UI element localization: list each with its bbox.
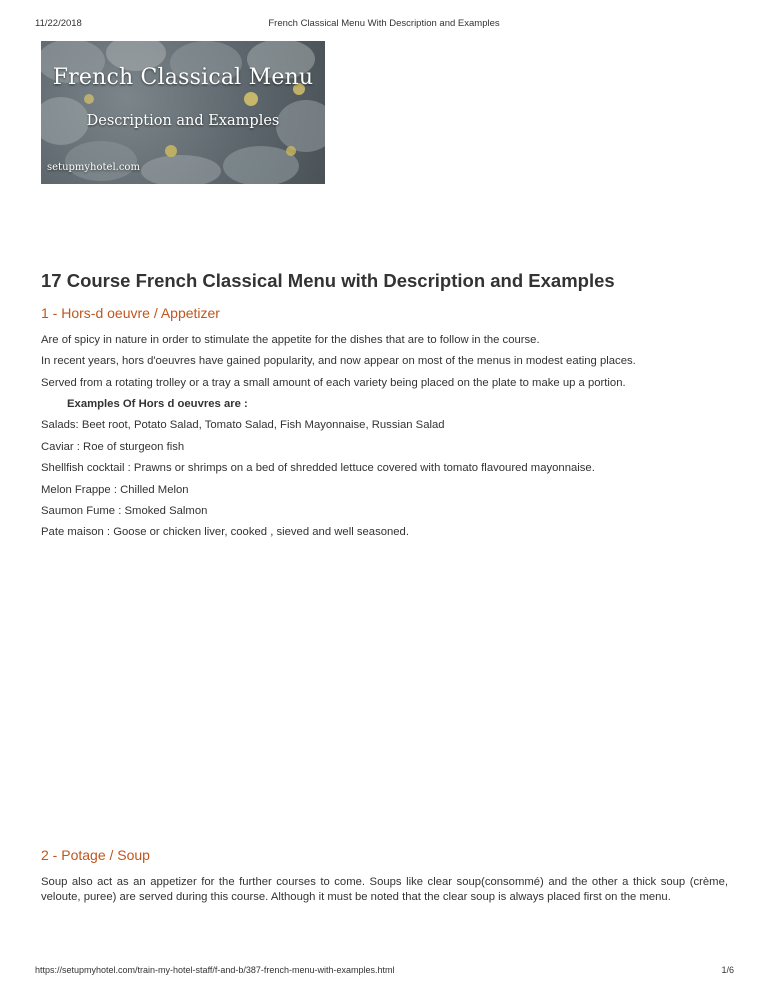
- print-source-url: https://setupmyhotel.com/train-my-hotel-staff/f-and-b/387-french-menu-with-examples.html: [35, 965, 395, 975]
- banner-site-watermark: setupmyhotel.com: [47, 162, 140, 173]
- example-item: Shellfish cocktail : Prawns or shrimps on a bed of shredded lettuce covered with tomato flavoured mayonnaise.: [41, 462, 595, 474]
- examples-heading: Examples Of Hors d oeuvres are :: [67, 398, 248, 410]
- example-item: Pate maison : Goose or chicken liver, cooked , sieved and well seasoned.: [41, 526, 409, 538]
- example-item: Salads: Beet root, Potato Salad, Tomato Salad, Fish Mayonnaise, Russian Salad: [41, 419, 445, 431]
- page-number: 1/6: [721, 965, 734, 975]
- paragraph: Soup also act as an appetizer for the further courses to come. Soups like clear soup(consommé) and the other a thick soup (crème, veloute, puree) are served during this course. Although it must be noted that the clear soup is always placed first on the menu.: [41, 876, 728, 903]
- banner-subtitle: Description and Examples: [86, 113, 280, 129]
- example-item: Melon Frappe : Chilled Melon: [41, 484, 189, 496]
- paragraph: Are of spicy in nature in order to stimulate the appetite for the dishes that are to follow in the course.: [41, 334, 540, 346]
- paragraph: In recent years, hors d'oeuvres have gained popularity, and now appear on most of the menus in modest eating places.: [41, 355, 636, 367]
- section-heading-soup: 2 - Potage / Soup: [41, 847, 150, 863]
- print-page-title: French Classical Menu With Description and Examples: [268, 18, 500, 29]
- banner-image: [41, 41, 325, 184]
- example-item: Caviar : Roe of sturgeon fish: [41, 441, 185, 453]
- banner-title: French Classical Menu: [52, 65, 314, 90]
- print-date: 11/22/2018: [35, 18, 82, 29]
- article-title: 17 Course French Classical Menu with Description and Examples: [41, 270, 615, 291]
- paragraph: Served from a rotating trolley or a tray a small amount of each variety being placed on the plate to make up a portion.: [41, 377, 626, 389]
- section-heading-appetizer: 1 - Hors-d oeuvre / Appetizer: [41, 305, 220, 321]
- example-item: Saumon Fume : Smoked Salmon: [41, 505, 208, 517]
